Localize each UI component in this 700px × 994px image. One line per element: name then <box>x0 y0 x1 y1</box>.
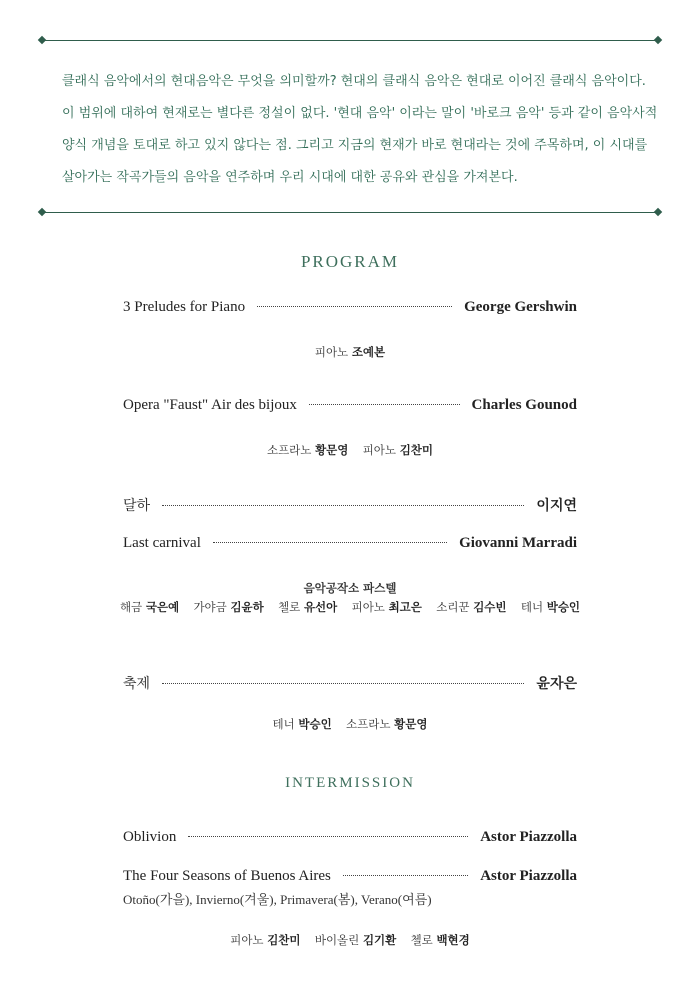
performer-name: 김윤하 <box>230 600 264 614</box>
bottom-divider <box>42 212 658 213</box>
performer-role: 소리꾼 <box>436 600 470 614</box>
performer-name: 김수빈 <box>473 600 507 614</box>
composer-name: 이지연 <box>536 498 577 514</box>
performer-line <box>0 932 700 948</box>
piece-title: The Four Seasons of Buenos Aires <box>123 868 331 884</box>
program-item <box>123 673 577 693</box>
performer-name: 유선아 <box>303 600 338 614</box>
performer-role: 소프라노 <box>346 717 391 731</box>
composer-name: Astor Piazzolla <box>480 829 577 845</box>
piece-title: 3 Preludes for Piano <box>123 299 246 315</box>
piece-subtitle: Otoño(가을), Invierno(겨울), Primavera(봄), Verano(여름) <box>123 892 432 907</box>
piece-title: Oblivion <box>123 829 177 845</box>
dot-leader <box>162 505 524 506</box>
performer-role: 피아노 <box>362 443 397 457</box>
performer-role: 테너 <box>272 717 295 731</box>
performer-role: 피아노 <box>314 345 349 359</box>
performer-line <box>0 344 700 360</box>
performer-name: 최고은 <box>388 600 422 614</box>
performer-name: 김기환 <box>362 933 397 947</box>
performer-name: 조예본 <box>351 345 386 359</box>
dot-leader <box>343 875 468 876</box>
performer-role: 바이올린 <box>314 933 360 947</box>
performer-role: 소프라노 <box>266 443 312 457</box>
performer-name: 백현경 <box>436 933 470 947</box>
program-item <box>123 535 577 552</box>
piece-title: Last carnival <box>123 535 201 551</box>
dot-leader <box>213 542 447 543</box>
performer-role: 첼로 <box>278 600 301 614</box>
composer-name: Charles Gounod <box>471 397 577 413</box>
program-item <box>123 868 577 885</box>
composer-name: Astor Piazzolla <box>480 868 577 884</box>
performer-line <box>0 599 700 615</box>
dot-leader <box>162 683 524 684</box>
program-item <box>123 495 577 515</box>
performer-name: 황문영 <box>315 443 349 457</box>
performer-name: 박승인 <box>298 717 332 731</box>
performer-name: 김찬미 <box>399 443 434 457</box>
performer-role: 피아노 <box>351 600 385 614</box>
piece-title: 달하 <box>123 498 151 514</box>
performer-role: 첼로 <box>410 933 433 947</box>
intro-line: 클래식 음악에서의 현대음악은 무엇을 의미할까? 현대의 클래식 음악은 현대로 이어진 클래식 음악이다. <box>62 74 646 89</box>
dot-leader <box>309 404 460 405</box>
intermission-heading: INTERMISSION <box>285 775 415 791</box>
performer-name: 김찬미 <box>267 933 301 947</box>
piece-title: 축제 <box>123 676 151 692</box>
performer-role: 테너 <box>520 600 544 614</box>
intro-line: 이 범위에 대하여 현재로는 별다른 정설이 없다. '현대 음악' 이라는 말이 '바로크 음악' 등과 같이 음악사적 <box>62 106 658 121</box>
performer-line <box>0 716 700 732</box>
performer-role: 가야금 <box>193 600 227 614</box>
dot-leader <box>257 306 452 307</box>
performer-name: 국은예 <box>145 600 180 614</box>
composer-name: 윤자은 <box>536 676 577 692</box>
composer-name: George Gershwin <box>464 299 577 315</box>
performer-line <box>0 442 700 458</box>
performer-name: 황문영 <box>394 717 428 731</box>
program-item <box>123 397 577 414</box>
intro-line: 살아가는 작곡가들의 음악을 연주하며 우리 시대에 대한 공유와 관심을 가져본다. <box>62 170 518 185</box>
performer-name: 박승인 <box>546 600 581 614</box>
program-item <box>123 829 577 846</box>
performer-role: 해금 <box>119 600 143 614</box>
program-heading: PROGRAM <box>300 252 400 271</box>
piece-title: Opera "Faust" Air des bijoux <box>123 397 297 413</box>
performer-role: 피아노 <box>230 933 264 947</box>
top-divider <box>42 40 658 41</box>
ensemble-name: 음악공작소 파스텔 <box>303 581 397 595</box>
program-item <box>123 299 577 316</box>
intro-line: 양식 개념을 토대로 하고 있지 않다는 점. 그리고 지금의 현재가 바로 현대라는 것에 주목하며, 이 시대를 <box>62 138 648 153</box>
intro-text <box>62 66 658 194</box>
composer-name: Giovanni Marradi <box>459 535 577 551</box>
dot-leader <box>188 836 468 837</box>
